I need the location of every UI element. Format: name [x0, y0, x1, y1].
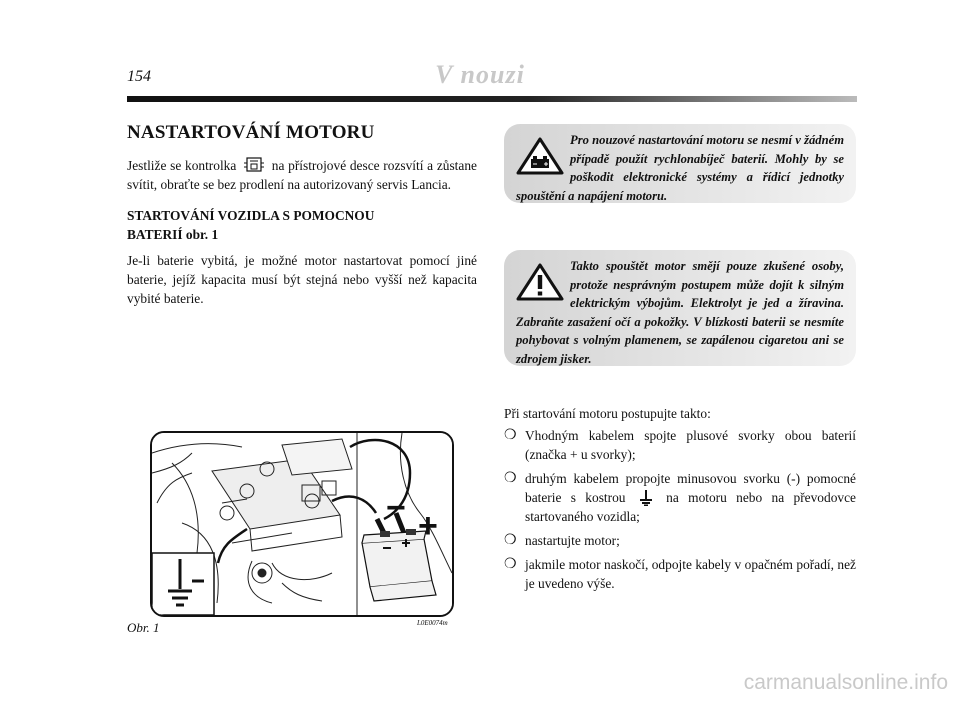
warning-box-charger — [504, 124, 856, 203]
step-text: jakmile motor naskočí, odpojte kabely v opačném pořadí, než je uvedeno výše. — [525, 557, 856, 591]
bullet-icon: ❍ — [504, 533, 517, 548]
figure-caption: Obr. 1 — [127, 620, 160, 635]
subheading — [127, 206, 477, 244]
battery-warning-icon — [516, 137, 564, 175]
watermark: carmanualsonline.info — [743, 671, 948, 694]
header-rule — [127, 96, 857, 102]
engine-failure-lamp-icon — [242, 157, 266, 173]
list-item — [504, 426, 856, 464]
step-text: na motoru nebo na převodovce startovaného vozidla; — [525, 490, 856, 524]
bullet-icon: ❍ — [504, 471, 517, 486]
intro-text-start: Jestliže se kontrolka — [127, 158, 237, 173]
warning-box-safety — [504, 250, 856, 366]
step-text: Vhodným kabelem spojte plusové svorky obou baterií (značka + u svorky); — [525, 428, 856, 462]
bullet-icon: ❍ — [504, 557, 517, 572]
svg-text:+: + — [418, 507, 438, 545]
list-item — [504, 531, 856, 550]
steps-list — [504, 426, 856, 598]
page-number: 154 — [127, 68, 151, 85]
step-text: nastartujte motor; — [525, 533, 620, 548]
section-title: NASTARTOVÁNÍ MOTORU — [127, 122, 375, 143]
intro-paragraph — [127, 156, 477, 194]
warning-text: Pro nouzové nastartování motoru se nesmí v žádném případě použít rychlonabíječ baterií. Mohly by se poškodit elektronické systémy a řídicí jednotky spouštění a napájení motoru. — [516, 133, 844, 203]
battery-paragraph: Je-li baterie vybitá, je možné motor nastartovat pomocí jiné baterie, jejíž kapacita musí být stejná nebo vyšší než kapacita vybité baterie. — [127, 253, 477, 306]
instructions-intro: Při startování motoru postupujte takto: — [504, 406, 711, 421]
warning-text: Takto spouštět motor smějí pouze zkušené osoby, protože nesprávným postupem může dojít k silným elektrickým výbojům. Elektrolyt je jed a žíravina. Zabraňte zasažení očí a pokožky. V blízkosti baterii se nesmíte pohybovat s volným plamenem, se zapálenou cigaretou ani se zdrojem jisker. — [516, 259, 844, 366]
warning-triangle-icon — [516, 263, 564, 301]
chapter-title: V nouzi — [435, 60, 525, 89]
subheading-line: BATERIÍ obr. 1 — [127, 227, 219, 242]
list-item — [504, 469, 856, 526]
step-text: druhým kabelem propojte minusovou svorku (-) pomocné baterie s kostrou — [525, 471, 856, 505]
subheading-line: STARTOVÁNÍ VOZIDLA S POMOCNOU — [127, 208, 375, 223]
list-item — [504, 555, 856, 593]
ground-icon — [639, 490, 653, 506]
svg-text:−: − — [386, 489, 406, 527]
bullet-icon: ❍ — [504, 428, 517, 443]
jump-start-illustration — [150, 431, 454, 617]
figure-code: L0E0074m — [417, 619, 448, 627]
intro-text-end: na přístrojové desce rozsvítí a zůstane svítit, obraťte se bez prodlení na autorizovaný servis Lancia. — [127, 158, 477, 192]
